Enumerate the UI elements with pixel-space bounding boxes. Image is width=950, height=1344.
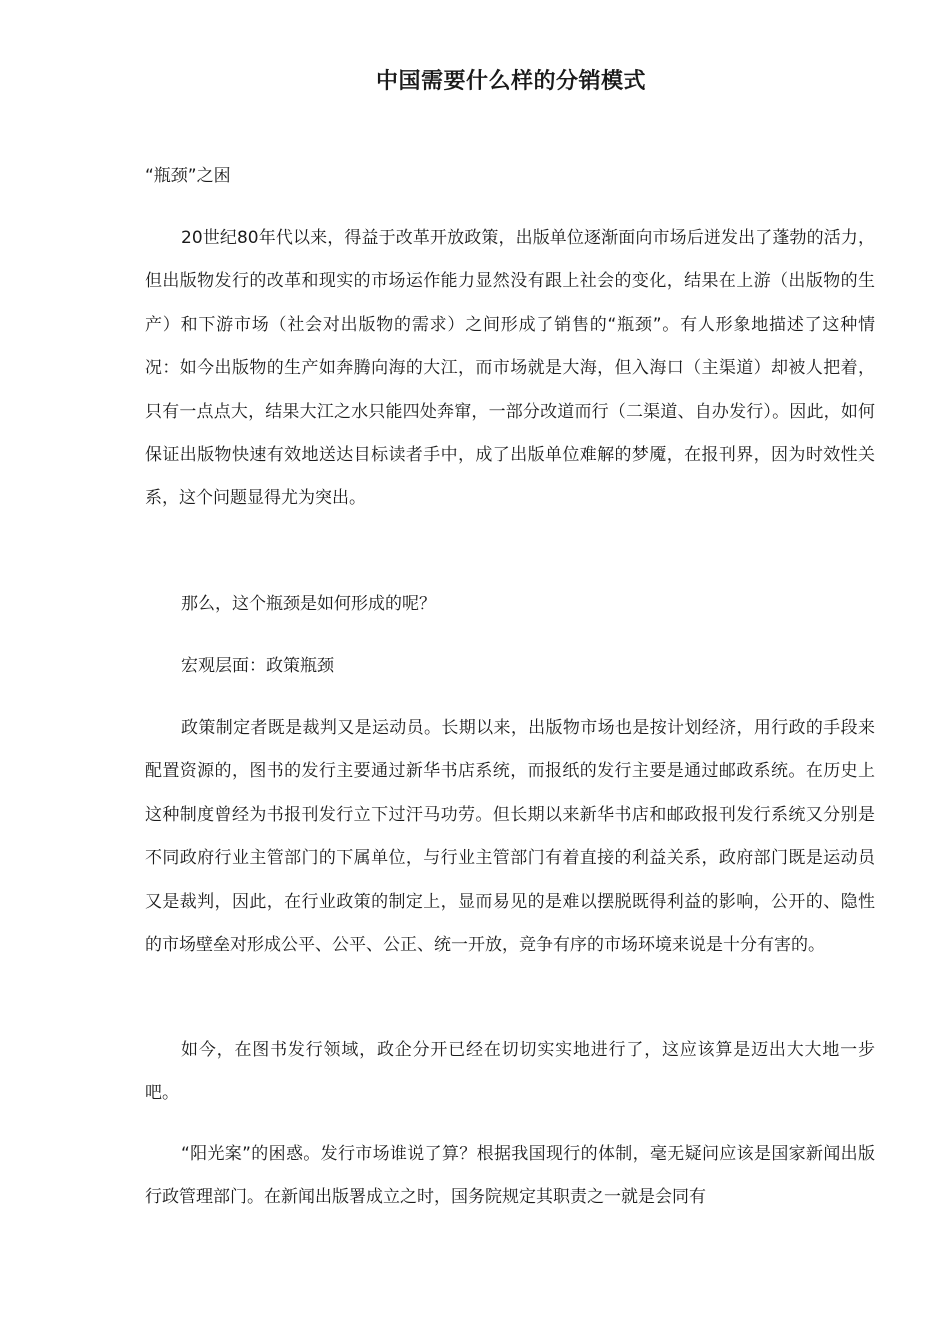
paragraph: 那么，这个瓶颈是如何形成的呢？ xyxy=(181,594,436,614)
subheading: 宏观层面：政策瓶颈 xyxy=(181,656,334,676)
paragraph: 20世纪80年代以来，得益于改革开放政策，出版单位逐渐面向市场后迸发出了蓬勃的活力，但出版物发行的改革和现实的市场运作能力显然没有跟上社会的变化，结果在上游（出版物的生产）和下游市场（社会对出版物的需求）之间形成了销售的“瓶颈”。有人形象地描述了这种情况：如今出版物的生产如奔腾向海的大江，而市场就是大海，但入海口（主渠道）却被人把着，只有一点点大，结果大江之水只能四处奔窜，一部分改道而行（二渠道、自办发行）。因此，如何保证出版物快速有效地送达目标读者手中，成了出版单位难解的梦魇，在报刊界，因为时效性关系，这个问题显得尤为突出。 xyxy=(145,228,875,509)
paragraph: 如今，在图书发行领域，政企分开已经在切切实实地进行了，这应该算是迈出大大地一步吧。 xyxy=(145,1040,875,1104)
section-heading: “瓶颈”之困 xyxy=(145,166,231,186)
document-title: 中国需要什么样的分销模式 xyxy=(375,69,646,94)
paragraph: 政策制定者既是裁判又是运动员。长期以来，出版物市场也是按计划经济，用行政的手段来配置资源的，图书的发行主要通过新华书店系统，而报纸的发行主要是通过邮政系统。在历史上这种制度曾经为书报刊发行立下过汗马功劳。但长期以来新华书店和邮政报刊发行系统又分别是不同政府行业主管部门的下属单位，与行业主管部门有着直接的利益关系，政府部门既是运动员又是裁判，因此，在行业政策的制定上，显而易见的是难以摆脱既得利益的影响，公开的、隐性的市场壁垒对形成公平、公平、公正、统一开放，竞争有序的市场环境来说是十分有害的。 xyxy=(145,718,875,956)
paragraph: “阳光案”的困惑。发行市场谁说了算？根据我国现行的体制，毫无疑问应该是国家新闻出版行政管理部门。在新闻出版署成立之时，国务院规定其职责之一就是会同有 xyxy=(145,1144,875,1208)
